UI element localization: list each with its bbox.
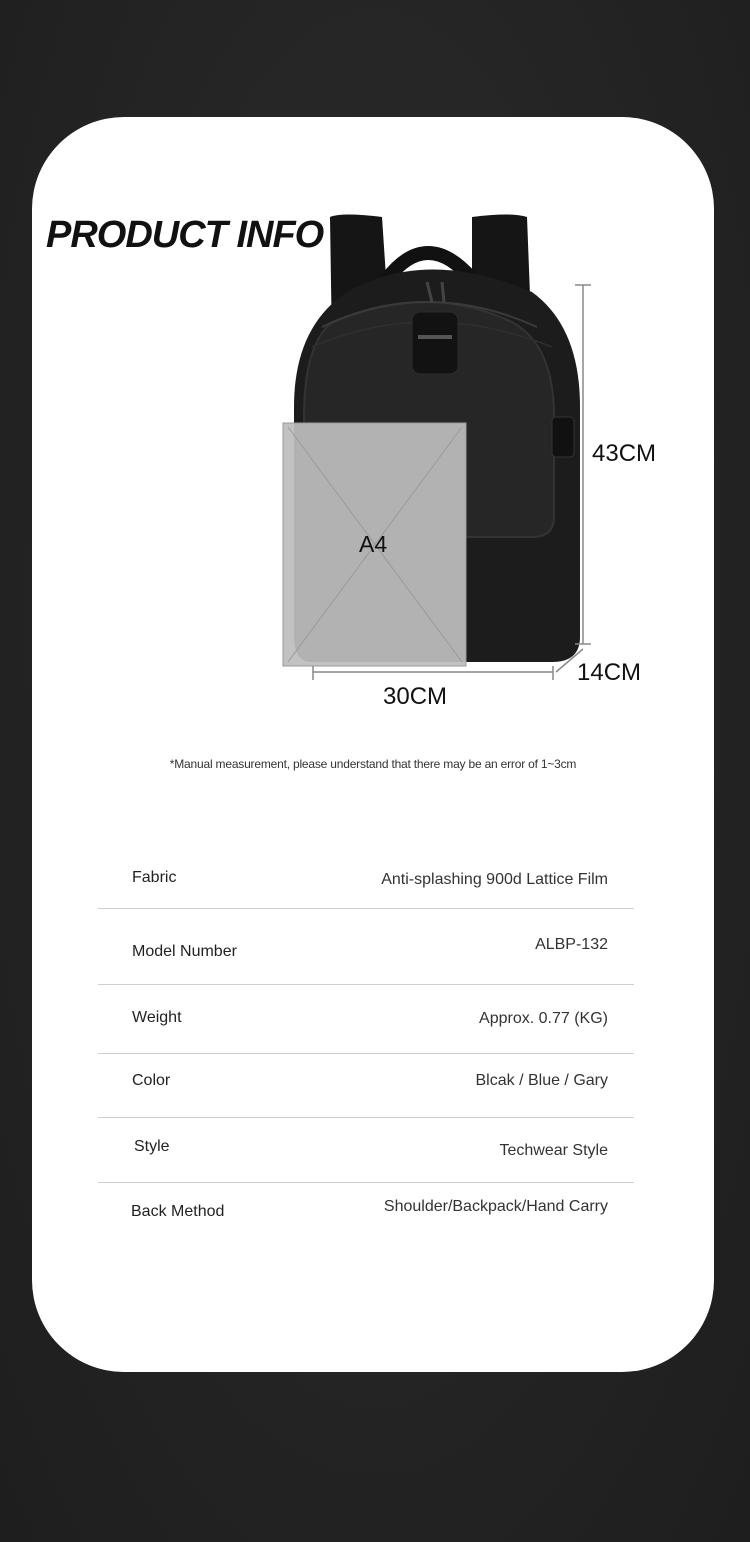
spec-value: Blcak / Blue / Gary <box>475 1072 608 1089</box>
height-dimension: 43CM <box>592 440 657 467</box>
spec-value: Anti-splashing 900d Lattice Film <box>381 871 608 888</box>
spec-value: Shoulder/Backpack/Hand Carry <box>383 1198 608 1215</box>
spec-value: ALBP-132 <box>535 936 608 953</box>
spec-row-color <box>98 1054 634 1118</box>
spec-label: Model Number <box>132 943 237 960</box>
page-title: PRODUCT INFO <box>46 214 324 256</box>
spec-table <box>98 844 634 1247</box>
spec-label: Weight <box>132 1009 182 1026</box>
spec-value: Techwear Style <box>499 1142 608 1159</box>
spec-label: Back Method <box>131 1203 225 1220</box>
width-dimension: 30CM <box>383 683 448 710</box>
measurement-note: *Manual measurement, please understand that there may be an error of 1~3cm <box>169 757 577 771</box>
spec-row-weight <box>98 985 634 1054</box>
spec-label: Fabric <box>132 869 177 886</box>
depth-dimension: 14CM <box>577 659 642 686</box>
a4-paper-label: A4 <box>359 531 388 557</box>
spec-row-model-number <box>98 909 634 985</box>
spec-row-style <box>98 1118 634 1183</box>
spec-row-fabric <box>98 844 634 909</box>
spec-label: Color <box>132 1072 171 1089</box>
product-info-card <box>32 117 714 1372</box>
spec-row-back-method <box>98 1183 634 1247</box>
spec-value: Approx. 0.77 (KG) <box>479 1010 608 1027</box>
spec-label: Style <box>134 1138 170 1155</box>
